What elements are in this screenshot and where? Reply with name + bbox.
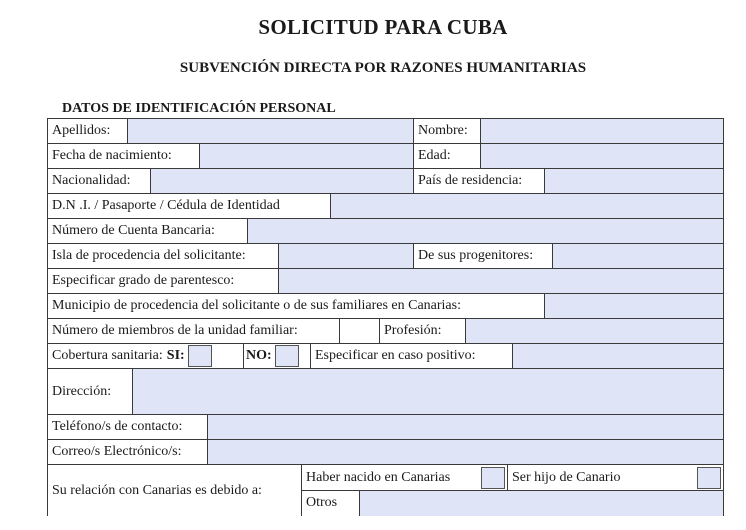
row-bank [47,218,724,243]
isla-solicitante-field[interactable] [279,244,414,268]
miembros-label: Número de miembros de la unidad familiar: [48,319,340,343]
nacionalidad-field[interactable] [151,169,414,193]
municipio-label: Municipio de procedencia del solicitante o de sus familiares en Canarias: [48,294,545,318]
miembros-field[interactable] [340,319,380,343]
row-kinship [47,268,724,293]
cuenta-bancaria-field[interactable] [248,219,723,243]
pais-residencia-label: País de residencia: [414,169,545,193]
nombre-field[interactable] [481,119,723,143]
ser-hijo-label: Ser hijo de Canario [512,469,621,485]
row-island [47,243,724,268]
nacionalidad-label: Nacionalidad: [48,169,151,193]
ser-hijo-checkbox[interactable] [697,467,721,489]
document-title: SOLICITUD PARA CUBA [258,15,508,39]
direccion-label: Dirección: [48,369,133,414]
edad-label: Edad: [414,144,481,168]
cuenta-bancaria-label: Número de Cuenta Bancaria: [48,219,248,243]
row-relation [47,464,724,516]
isla-solicitante-label: Isla de procedencia del solicitante: [48,244,279,268]
telefono-label: Teléfono/s de contacto: [48,415,208,439]
progenitores-label: De sus progenitores: [414,244,553,268]
row-family [47,318,724,343]
nombre-label: Nombre: [414,119,481,143]
municipio-field[interactable] [545,294,723,318]
si-label: SI: [166,348,185,363]
apellidos-field[interactable] [128,119,414,143]
haber-nacido-label: Haber nacido en Canarias [306,469,451,485]
row-health [47,343,724,368]
correo-field[interactable] [208,440,723,464]
fecha-nacimiento-field[interactable] [200,144,414,168]
fecha-nacimiento-label: Fecha de nacimiento: [48,144,200,168]
direccion-field[interactable] [133,369,723,414]
no-checkbox[interactable] [275,345,299,367]
progenitores-field[interactable] [553,244,723,268]
otros-label: Otros [302,491,360,516]
especificar-positivo-label: Especificar en caso positivo: [311,344,513,368]
row-phone [47,414,724,439]
row-birth [47,143,724,168]
parentesco-label: Especificar grado de parentesco: [48,269,279,293]
row-dni [47,193,724,218]
haber-nacido-checkbox[interactable] [481,467,505,489]
correo-label: Correo/s Electrónico/s: [48,440,208,464]
si-checkbox[interactable] [188,345,212,367]
parentesco-field[interactable] [279,269,723,293]
personal-data-form [47,118,724,516]
row-email [47,439,724,464]
dni-field[interactable] [331,194,723,218]
row-names [47,118,724,143]
apellidos-label: Apellidos: [48,119,128,143]
section-title: DATOS DE IDENTIFICACIÓN PERSONAL [62,101,336,116]
otros-field[interactable] [360,491,723,516]
telefono-field[interactable] [208,415,723,439]
profesion-field[interactable] [466,319,723,343]
cobertura-label: Cobertura sanitaria: [52,348,163,363]
row-nationality [47,168,724,193]
dni-label: D.N .I. / Pasaporte / Cédula de Identidad [48,194,331,218]
pais-residencia-field[interactable] [545,169,723,193]
profesion-label: Profesión: [380,319,466,343]
especificar-positivo-field[interactable] [513,344,723,368]
edad-field[interactable] [481,144,723,168]
row-municipality [47,293,724,318]
document-subtitle: SUBVENCIÓN DIRECTA POR RAZONES HUMANITARIAS [179,60,587,76]
row-address [47,368,724,414]
relacion-label: Su relación con Canarias es debido a: [48,465,302,516]
no-label: NO: [246,348,272,363]
